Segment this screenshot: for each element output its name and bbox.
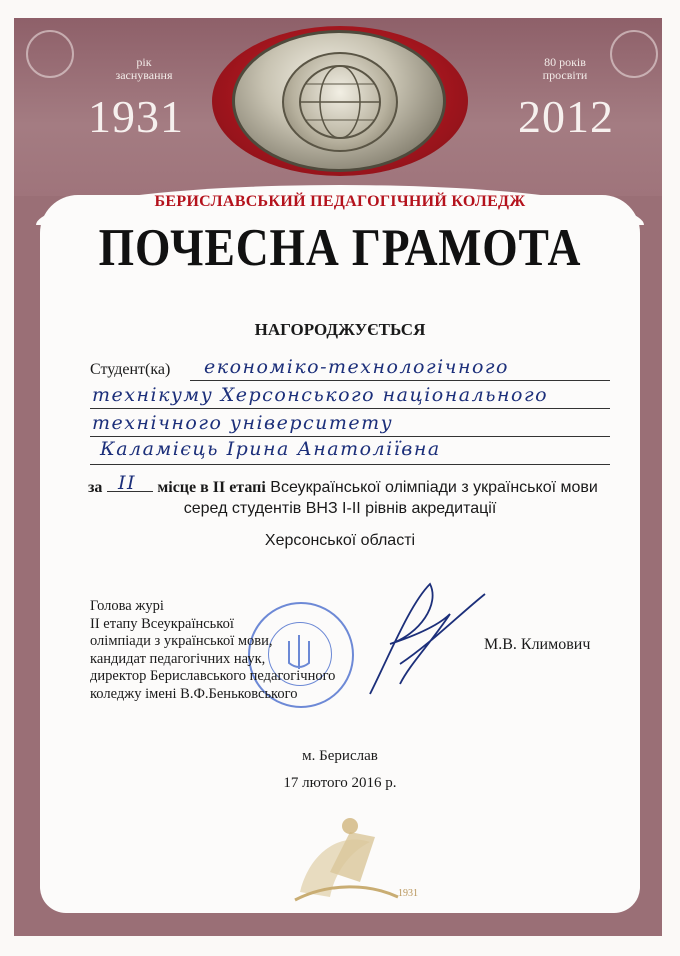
place-line-2: серед студентів ВНЗ І-ІІ рівнів акредитації [183, 500, 497, 517]
anniversary-caption: 80 років просвіти [542, 55, 588, 82]
fill-line [90, 464, 610, 465]
place-statement [88, 479, 598, 497]
corner-ornament-icon [610, 30, 658, 78]
credential-line: Голова журі [90, 598, 164, 614]
place-region: Херсонської області [264, 532, 416, 549]
place-value: II [118, 472, 137, 494]
handwritten-signature [350, 574, 490, 704]
issue-date: 17 лютого 2016 р. [283, 775, 397, 791]
student-label: Студент(ка) [90, 361, 171, 378]
student-line-3: технічного університету [92, 412, 394, 434]
student-line-1: економіко-технологічного [204, 356, 509, 378]
student-line-2: технікуму Херсонського національного [92, 384, 549, 406]
place-text-rest: Всеукраїнської олімпіади з української мови [270, 479, 598, 496]
founded-year: 1931 [88, 91, 184, 142]
place-text-bold: місце в ІІ етапі [157, 479, 266, 496]
globe-icon [282, 52, 398, 152]
fill-line [190, 380, 610, 381]
student-name: Каламієць Ірина Анатоліївна [100, 438, 441, 460]
certificate-title: ПОЧЕСНА ГРАМОТА [98, 219, 582, 277]
place-prefix: за [88, 479, 103, 496]
anniversary-year: 2012 [518, 91, 614, 142]
college-logo-icon [290, 812, 400, 902]
corner-ornament-icon [26, 30, 74, 78]
jury-chair-credentials [90, 598, 335, 703]
certificate-body [40, 195, 640, 913]
logo-year: 1931 [398, 888, 418, 899]
credential-line: ІІ етапу Всеукраїнської [90, 615, 234, 632]
college-name: БЕРИСЛАВСЬКИЙ ПЕДАГОГІЧНИЙ КОЛЕДЖ [154, 193, 526, 210]
fill-line [90, 436, 610, 437]
credential-line: директор Бериславського педагогічного [90, 668, 336, 684]
credential-line: олімпіади з української мови, [90, 633, 273, 649]
credential-line: коледжу імені В.Ф.Беньковського [90, 685, 298, 702]
credential-line: кандидат педагогічних наук, [90, 650, 266, 667]
awarded-label: НАГОРОДЖУЄТЬСЯ [254, 320, 426, 339]
fill-line [90, 408, 610, 409]
issue-city: м. Берислав [302, 748, 378, 764]
founded-caption: рік заснування [115, 55, 173, 82]
jury-chair-name: М.В. Климович [484, 636, 591, 653]
